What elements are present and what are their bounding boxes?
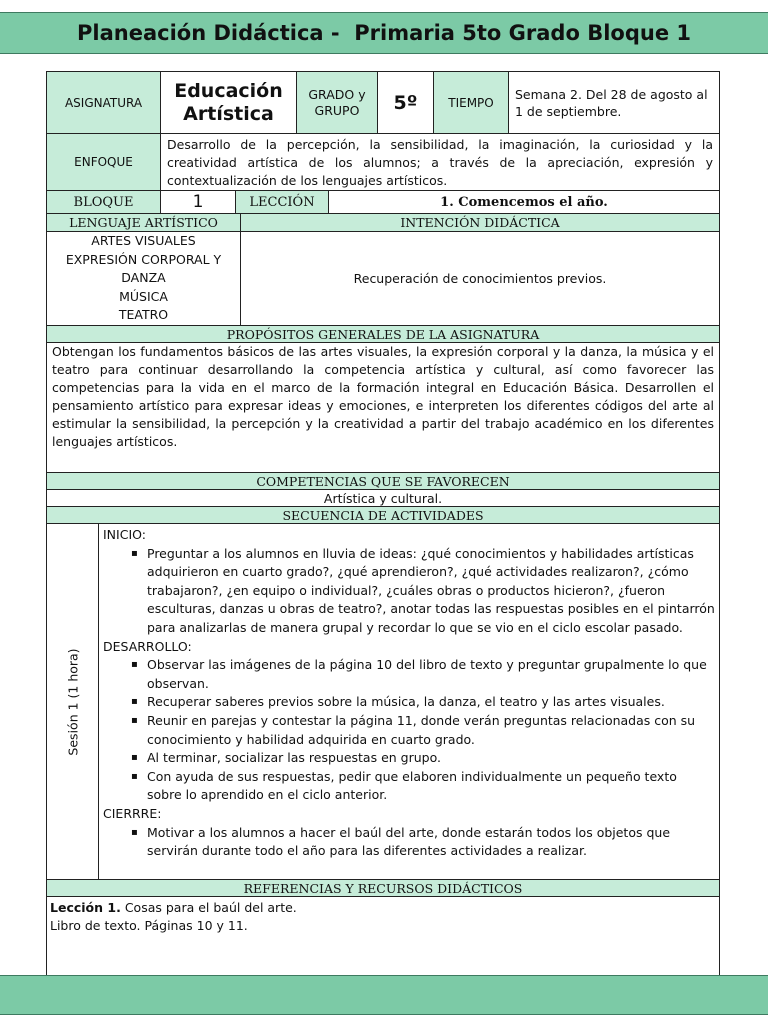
secuencia-header-row [47,507,719,524]
leccion-value: 1. Comencemos el año. [440,194,608,210]
tiempo-value: Semana 2. Del 28 de agosto al 1 de septiembre. [515,86,708,119]
asignatura-line-2: Artística [183,102,274,125]
activity-item: ▪ Observar las imágenes de la página 10 del libro de texto y preguntar grupalmente lo que observan. [131,656,715,693]
desarrollo-list [103,656,715,805]
lenguaje-item: MÚSICA [119,288,168,304]
competencias-text: Artística y cultural. [323,490,443,506]
lenguaje-row [47,232,719,326]
competencias-header-row [47,473,719,490]
inicio-label: INICIO: [103,527,146,542]
leccion-label: LECCIÓN [236,191,329,213]
referencia-leccion-text: Cosas para el baúl del arte. [120,900,297,915]
enfoque-row [47,134,719,191]
desarrollo-label: DESARROLLO: [103,638,192,654]
activity-item: ▪ Motivar a los alumnos a hacer el baúl del arte, donde estarán todos los objetos que servirán durante todo el año para las diferentes actividades a realizar. [131,824,715,861]
activity-item: ▪ Recuperar saberes previos sobre la música, la danza, el teatro y las artes visuales. [131,693,715,712]
asignatura-value [161,72,297,133]
lenguaje-list [47,232,241,325]
inicio-list [103,545,715,638]
title-banner [0,12,768,54]
activity-item: ▪ Con ayuda de sus respuestas, pedir que elaboren individualmente un pequeño texto sobre lo aprendido en el ciclo anterior. [131,768,715,805]
lenguaje-item: TEATRO [118,307,169,323]
page-title: Planeación Didáctica - Primaria 5to Grado Bloque 1 [77,21,691,45]
referencia-leccion [50,899,716,917]
lenguaje-item: DANZA [121,270,166,286]
propositos-header: PROPÓSITOS GENERALES DE LA ASIGNATURA [47,326,719,342]
lenguaje-header-row [47,214,719,232]
lenguaje-header: LENGUAJE ARTÍSTICO [47,214,241,231]
intencion-header: INTENCIÓN DIDÁCTICA [241,214,719,231]
grado-label-line-2: GRUPO [314,102,360,118]
footer-banner [0,975,768,1015]
activities-content [99,524,719,879]
propositos-text: Obtengan los fundamentos básicos de las artes visuales, la expresión corporal y la danza, la música y el teatro para continuar desarrollando la competencia artística y cultural, así como favorecer las competencias para la vida en el marco de la formación integral en Educación Básica. Desarrollen el pensamiento artístico para expresar ideas y emociones, e interpreten los diferentes códigos del arte al estimular la sensibilidad, la percepción y la creatividad a partir del trabajo académico en los diferentes lenguajes artísticos. [52,344,714,449]
competencias-row [47,490,719,507]
info-row [47,72,719,134]
referencias-row [47,897,719,977]
enfoque-text: Desarrollo de la percepción, la sensibilidad, la imaginación, la curiosidad y la creatividad artística de los alumnos; a través de la apreciación, expresión y contextualización de los lenguajes artísticos. [167,137,713,188]
session-label: Sesión 1 (1 hora) [65,647,80,756]
grado-value: 5º [378,72,434,133]
tiempo-label: TIEMPO [434,72,509,133]
asignatura-label: ASIGNATURA [47,72,161,133]
lenguaje-item: EXPRESIÓN CORPORAL Y [65,251,222,267]
activity-item: ▪ Al terminar, socializar las respuestas en grupo. [131,749,715,768]
activity-item: ▪ Reunir en parejas y contestar la página 11, donde verán preguntas relacionadas con su conocimiento y habilidad adquirida en cuarto grado. [131,712,715,749]
referencias-header: REFERENCIAS Y RECURSOS DIDÁCTICOS [47,880,719,896]
secuencia-header: SECUENCIA DE ACTIVIDADES [47,507,719,523]
session-cell [47,524,99,879]
lenguaje-item: ARTES VISUALES [91,233,196,249]
grado-label-line-1: GRADO y [308,86,366,102]
referencias-content [47,897,719,977]
referencia-leccion-bold: Lección 1. [50,900,121,915]
secuencia-row [47,524,719,880]
intencion-text: Recuperación de conocimientos previos. [353,271,607,286]
asignatura-line-1: Educación [174,79,283,102]
grado-label [297,72,378,133]
bloque-value: 1 [161,191,236,213]
referencias-header-row [47,880,719,897]
referencia-libro: Libro de texto. Páginas 10 y 11. [50,918,248,933]
cierre-label: CIERRRE: [103,805,162,821]
bloque-label: BLOQUE [47,191,161,213]
enfoque-label: ENFOQUE [47,134,161,190]
activity-item: ▪ Preguntar a los alumnos en lluvia de ideas: ¿qué conocimientos y habilidades artísticas adquirieron en cuarto grado?, ¿qué aprendieron?, ¿qué actividades realizaron?, ¿cómo trabajaron?, ¿en equipo o individual?, ¿cuáles obras o productos hicieron?, ¿fueron esculturas, danzas u obras de teatro?, anotar todas las respuestas posibles en el pintarrón para analizarlas de manera grupal y recordar lo que se vio en el ciclo escolar pasado. [131,545,715,638]
cierre-list [103,824,715,861]
planning-table [46,71,720,978]
competencias-header: COMPETENCIAS QUE SE FAVORECEN [47,473,719,489]
bloque-row [47,191,719,214]
propositos-header-row [47,326,719,343]
propositos-row [47,343,719,473]
